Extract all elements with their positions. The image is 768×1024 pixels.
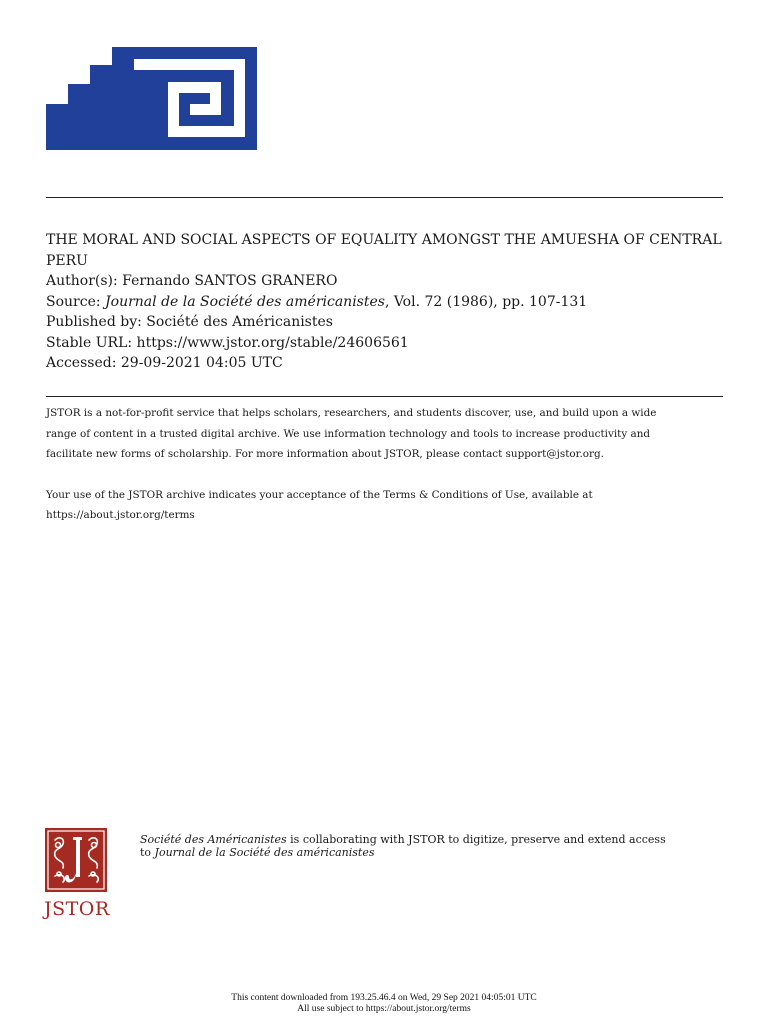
terms-notice-line: Your use of the JSTOR archive indicates your acceptance of the Terms & Conditions of Use, available at <box>46 488 593 501</box>
accessed-line <box>46 353 726 374</box>
accessed-label: Accessed: <box>46 355 121 371</box>
authors-line <box>46 271 726 292</box>
stable-url-label: Stable URL: <box>46 334 137 351</box>
source-line <box>46 292 726 313</box>
footer-download-line: This content downloaded from 193.25.46.4 on Wed, 29 Sep 2021 04:05:01 UTC <box>231 993 537 1003</box>
download-footer <box>0 993 768 1015</box>
collab-publisher: Société des Américanistes <box>140 833 287 846</box>
publisher-label: Published by: <box>46 314 147 330</box>
stable-url-line <box>46 333 726 354</box>
jstor-info <box>46 403 724 526</box>
publisher-value: Société des Américanistes <box>146 314 333 330</box>
authors-label: Author(s): <box>46 273 123 289</box>
article-metadata <box>46 230 726 374</box>
publisher-logo-icon <box>46 47 257 150</box>
stable-url-link[interactable]: https://www.jstor.org/stable/24606561 <box>136 334 409 351</box>
accessed-value: 29-09-2021 04:05 UTC <box>120 355 283 371</box>
jstor-description-line: facilitate new forms of scholarship. For more information about JSTOR, please contact support@jstor.org. <box>46 448 604 461</box>
publisher-line <box>46 312 726 333</box>
collab-to-label: to <box>140 846 155 859</box>
jstor-description-line: JSTOR is a not-for-profit service that helps scholars, researchers, and students discover, use, and build upon a wide <box>46 407 657 419</box>
top-divider <box>46 197 723 198</box>
collab-journal: Journal de la Société des américanistes <box>154 846 375 859</box>
footer-terms-line: All use subject to https://about.jstor.org/terms <box>297 1004 471 1014</box>
collab-text: is collaborating with JSTOR to digitize, preserve and extend access <box>286 833 666 846</box>
jstor-wordmark: JSTOR <box>44 898 110 920</box>
authors-value: Fernando SANTOS GRANERO <box>122 273 338 289</box>
jstor-description <box>46 403 724 465</box>
terms-notice <box>46 485 724 526</box>
collaboration-notice <box>140 833 740 859</box>
source-label: Source: <box>46 293 106 310</box>
article-title: THE MORAL AND SOCIAL ASPECTS OF EQUALITY AMONGST THE AMUESHA OF CENTRAL PERU <box>46 232 722 269</box>
terms-link[interactable]: https://about.jstor.org/terms <box>46 509 195 522</box>
source-details: , Vol. 72 (1986), pp. 107-131 <box>384 293 588 310</box>
jstor-seal-icon <box>45 828 107 892</box>
source-journal: Journal de la Société des américanistes <box>105 293 385 310</box>
middle-divider <box>46 396 723 397</box>
jstor-description-line: range of content in a trusted digital archive. We use information technology and tools to increase productivity and <box>46 427 651 440</box>
